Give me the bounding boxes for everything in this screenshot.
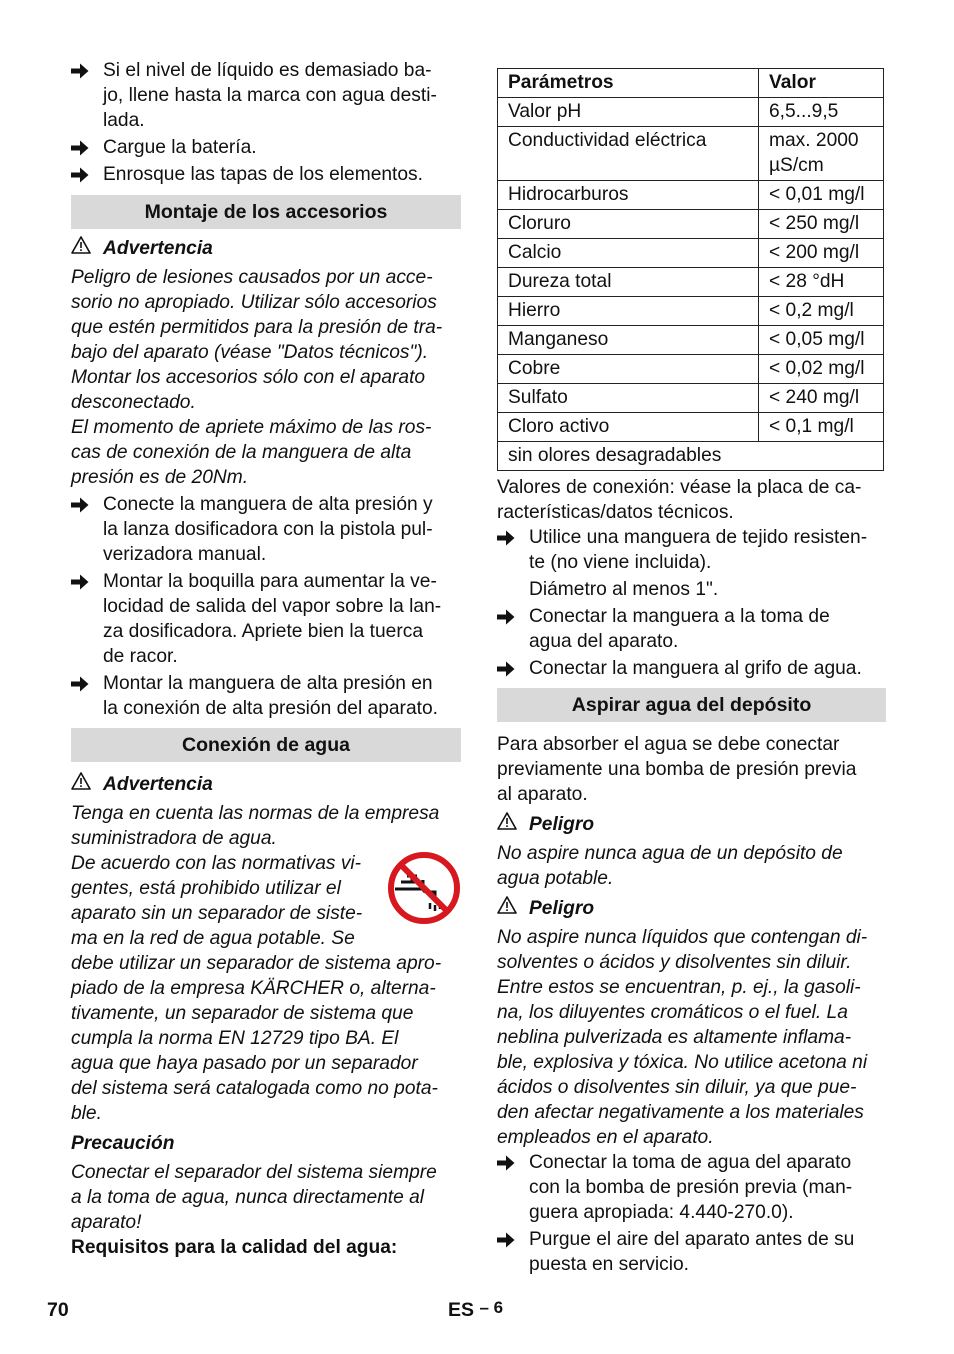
list-item-text: Cargue la batería. xyxy=(103,137,257,158)
water-quality-table xyxy=(497,68,884,471)
list-item-text: Conecte la manguera de alta presión y la lanza dosificadora con la pistola pul- verizadora manual. xyxy=(103,494,433,565)
footer-section-code: ES xyxy=(448,1299,475,1321)
table-row xyxy=(498,384,884,413)
page-number: 70 xyxy=(47,1299,69,1321)
list-item-text: Si el nivel de líquido es demasiado ba- jo, llene hasta la marca con agua desti- lada. xyxy=(103,60,437,131)
value-cell: < 0,01 mg/l xyxy=(759,181,884,210)
list-item xyxy=(71,135,461,160)
list-item-text: Montar la boquilla para aumentar la ve- locidad de salida del vapor sobre la lan- za dosificadora. Apriete bien la tuerca de racor. xyxy=(103,571,442,667)
arrow-right-icon xyxy=(71,569,97,590)
table-footer-cell: sin olores desagradables xyxy=(498,442,884,471)
parameter-cell: Cobre xyxy=(498,355,759,384)
list-item xyxy=(497,604,886,654)
aspirar-text: Para absorber el agua se debe conectar previamente una bomba de presión previa al aparato. xyxy=(497,734,857,805)
warning-text: Tenga en cuenta las normas de la empresa suministradora de agua. xyxy=(71,803,440,849)
value-cell: max. 2000 µS/cm xyxy=(759,127,884,181)
list-item xyxy=(497,1150,886,1225)
list-item-text: Conectar la toma de agua del aparato con la bomba de presión previa (man- guera apropiada: 4.440-270.0). xyxy=(529,1152,853,1223)
value-cell: 6,5...9,5 xyxy=(759,98,884,127)
bullet-list-final xyxy=(497,1150,886,1277)
right-column xyxy=(497,68,886,1279)
warning-text: debe utilizar un separador de sistema apro- piado de la empresa KÄRCHER o, alterna- tivamente, un separador de sistema que cumpla la norma EN 12729 tipo BA. El agua que haya pasado por un separador del sistema será catalogada como no pota- ble. xyxy=(71,953,442,1124)
list-item xyxy=(71,58,461,133)
arrow-right-icon xyxy=(497,525,523,546)
list-item xyxy=(497,1227,886,1277)
requirements-title: Requisitos para la calidad del agua: xyxy=(71,1237,398,1258)
warning-triangle-icon xyxy=(497,812,529,837)
value-cell: < 240 mg/l xyxy=(759,384,884,413)
value-cell: < 250 mg/l xyxy=(759,210,884,239)
list-item-text: Montar la manguera de alta presión en la conexión de alta presión del aparato. xyxy=(103,673,438,719)
connection-values-text: Valores de conexión: véase la placa de ca- racterísticas/datos técnicos. xyxy=(497,477,862,523)
warning-text: Peligro de lesiones causados por un acce- sorio no apropiado. Utilizar sólo accesorios que estén permitidos para la presión de tra- bajo del aparato (véase "Datos técnicos"). Montar los accesorios sólo con el aparato desconectado. El momento de apriete máximo de las ros- cas de conexión de la manguera de alta presión es de 20Nm. xyxy=(71,267,443,488)
danger-text: No aspire nunca líquidos que contengan di- solventes o ácidos y disolventes sin diluir. Entre estos se encuentran, p. ej., la gasoli- na, los diluyentes cromáticos o el fuel. La neblina pulverizada es altamente inflama- ble, explosiva y tóxica. No utilice acetona ni ácidos o disolventes sin diluir, ya que pue- den afectar negativamente a los materiales empleados en el aparato. xyxy=(497,927,868,1148)
arrow-right-icon xyxy=(497,1150,523,1171)
arrow-right-icon xyxy=(71,492,97,513)
value-cell: < 0,2 mg/l xyxy=(759,297,884,326)
section-heading-agua: Conexión de agua xyxy=(71,728,461,762)
arrow-right-icon xyxy=(71,135,97,156)
list-item-text: Enrosque las tapas de los elementos. xyxy=(103,164,423,185)
list-item-text: Utilice una manguera de tejido resisten- te (no viene incluida). xyxy=(529,527,868,573)
warning-title: Advertencia xyxy=(71,236,461,261)
warning-triangle-icon xyxy=(71,236,103,261)
warning-triangle-icon xyxy=(497,896,529,921)
table-footer-row xyxy=(498,442,884,471)
parameter-cell: Hierro xyxy=(498,297,759,326)
table-row xyxy=(498,355,884,384)
caution-title: Precaución xyxy=(71,1133,175,1154)
arrow-right-icon xyxy=(71,162,97,183)
list-item xyxy=(71,569,461,669)
table-row xyxy=(498,268,884,297)
table-row xyxy=(498,297,884,326)
table-row xyxy=(498,181,884,210)
footer-section xyxy=(448,1298,503,1323)
danger-title: Peligro xyxy=(497,896,886,921)
table-row xyxy=(498,98,884,127)
arrow-right-icon xyxy=(497,604,523,625)
value-cell: < 0,05 mg/l xyxy=(759,326,884,355)
table-row xyxy=(498,210,884,239)
value-cell: < 28 °dH xyxy=(759,268,884,297)
section-heading-accesorios: Montaje de los accesorios xyxy=(71,195,461,229)
danger-title: Peligro xyxy=(497,812,886,837)
warning-text: De acuerdo con las normativas vi- gentes, está prohibido utilizar el aparato sin un separador de siste- ma en la red de agua potable. Se xyxy=(71,853,363,949)
bullet-list-hose xyxy=(497,525,886,681)
list-item xyxy=(71,492,461,567)
parameter-cell: Manganeso xyxy=(498,326,759,355)
list-item xyxy=(71,671,461,721)
warning-title: Advertencia xyxy=(71,772,461,797)
bullet-list-top xyxy=(71,58,461,187)
parameter-cell: Cloro activo xyxy=(498,413,759,442)
arrow-right-icon xyxy=(497,1227,523,1248)
parameter-cell: Valor pH xyxy=(498,98,759,127)
table-row xyxy=(498,127,884,181)
table-body xyxy=(498,98,884,471)
parameter-cell: Sulfato xyxy=(498,384,759,413)
bullet-list-accesorios xyxy=(71,492,461,721)
footer-section-page: – 6 xyxy=(479,1298,504,1317)
table-row xyxy=(498,326,884,355)
list-item-text: Conectar la manguera al grifo de agua. xyxy=(529,658,862,679)
left-column xyxy=(71,58,461,1260)
table-row xyxy=(498,239,884,268)
caution-text: Conectar el separador del sistema siempre a la toma de agua, nunca directamente al aparato! xyxy=(71,1162,437,1233)
warning-text-with-icon xyxy=(71,851,461,1126)
parameter-cell: Dureza total xyxy=(498,268,759,297)
parameter-cell: Hidrocarburos xyxy=(498,181,759,210)
parameter-cell: Calcio xyxy=(498,239,759,268)
table-header-row xyxy=(498,69,884,98)
list-item-text: Conectar la manguera a la toma de agua del aparato. xyxy=(529,606,830,652)
value-cell: < 0,1 mg/l xyxy=(759,413,884,442)
table-header: Valor xyxy=(759,69,884,98)
arrow-right-icon xyxy=(71,671,97,692)
arrow-right-icon xyxy=(497,656,523,677)
value-cell: < 200 mg/l xyxy=(759,239,884,268)
diameter-note: Diámetro al menos 1". xyxy=(529,579,719,600)
list-item-text: Purgue el aire del aparato antes de su puesta en servicio. xyxy=(529,1229,855,1275)
section-heading-aspirar: Aspirar agua del depósito xyxy=(497,688,886,722)
parameter-cell: Conductividad eléctrica xyxy=(498,127,759,181)
table-row xyxy=(498,413,884,442)
no-drinking-water-icon xyxy=(387,851,461,932)
value-cell: < 0,02 mg/l xyxy=(759,355,884,384)
list-item xyxy=(497,656,886,681)
danger-text: No aspire nunca agua de un depósito de agua potable. xyxy=(497,843,843,889)
list-item xyxy=(497,525,886,575)
table-header: Parámetros xyxy=(498,69,759,98)
parameter-cell: Cloruro xyxy=(498,210,759,239)
warning-triangle-icon xyxy=(71,772,103,797)
list-item xyxy=(71,162,461,187)
arrow-right-icon xyxy=(71,58,97,79)
